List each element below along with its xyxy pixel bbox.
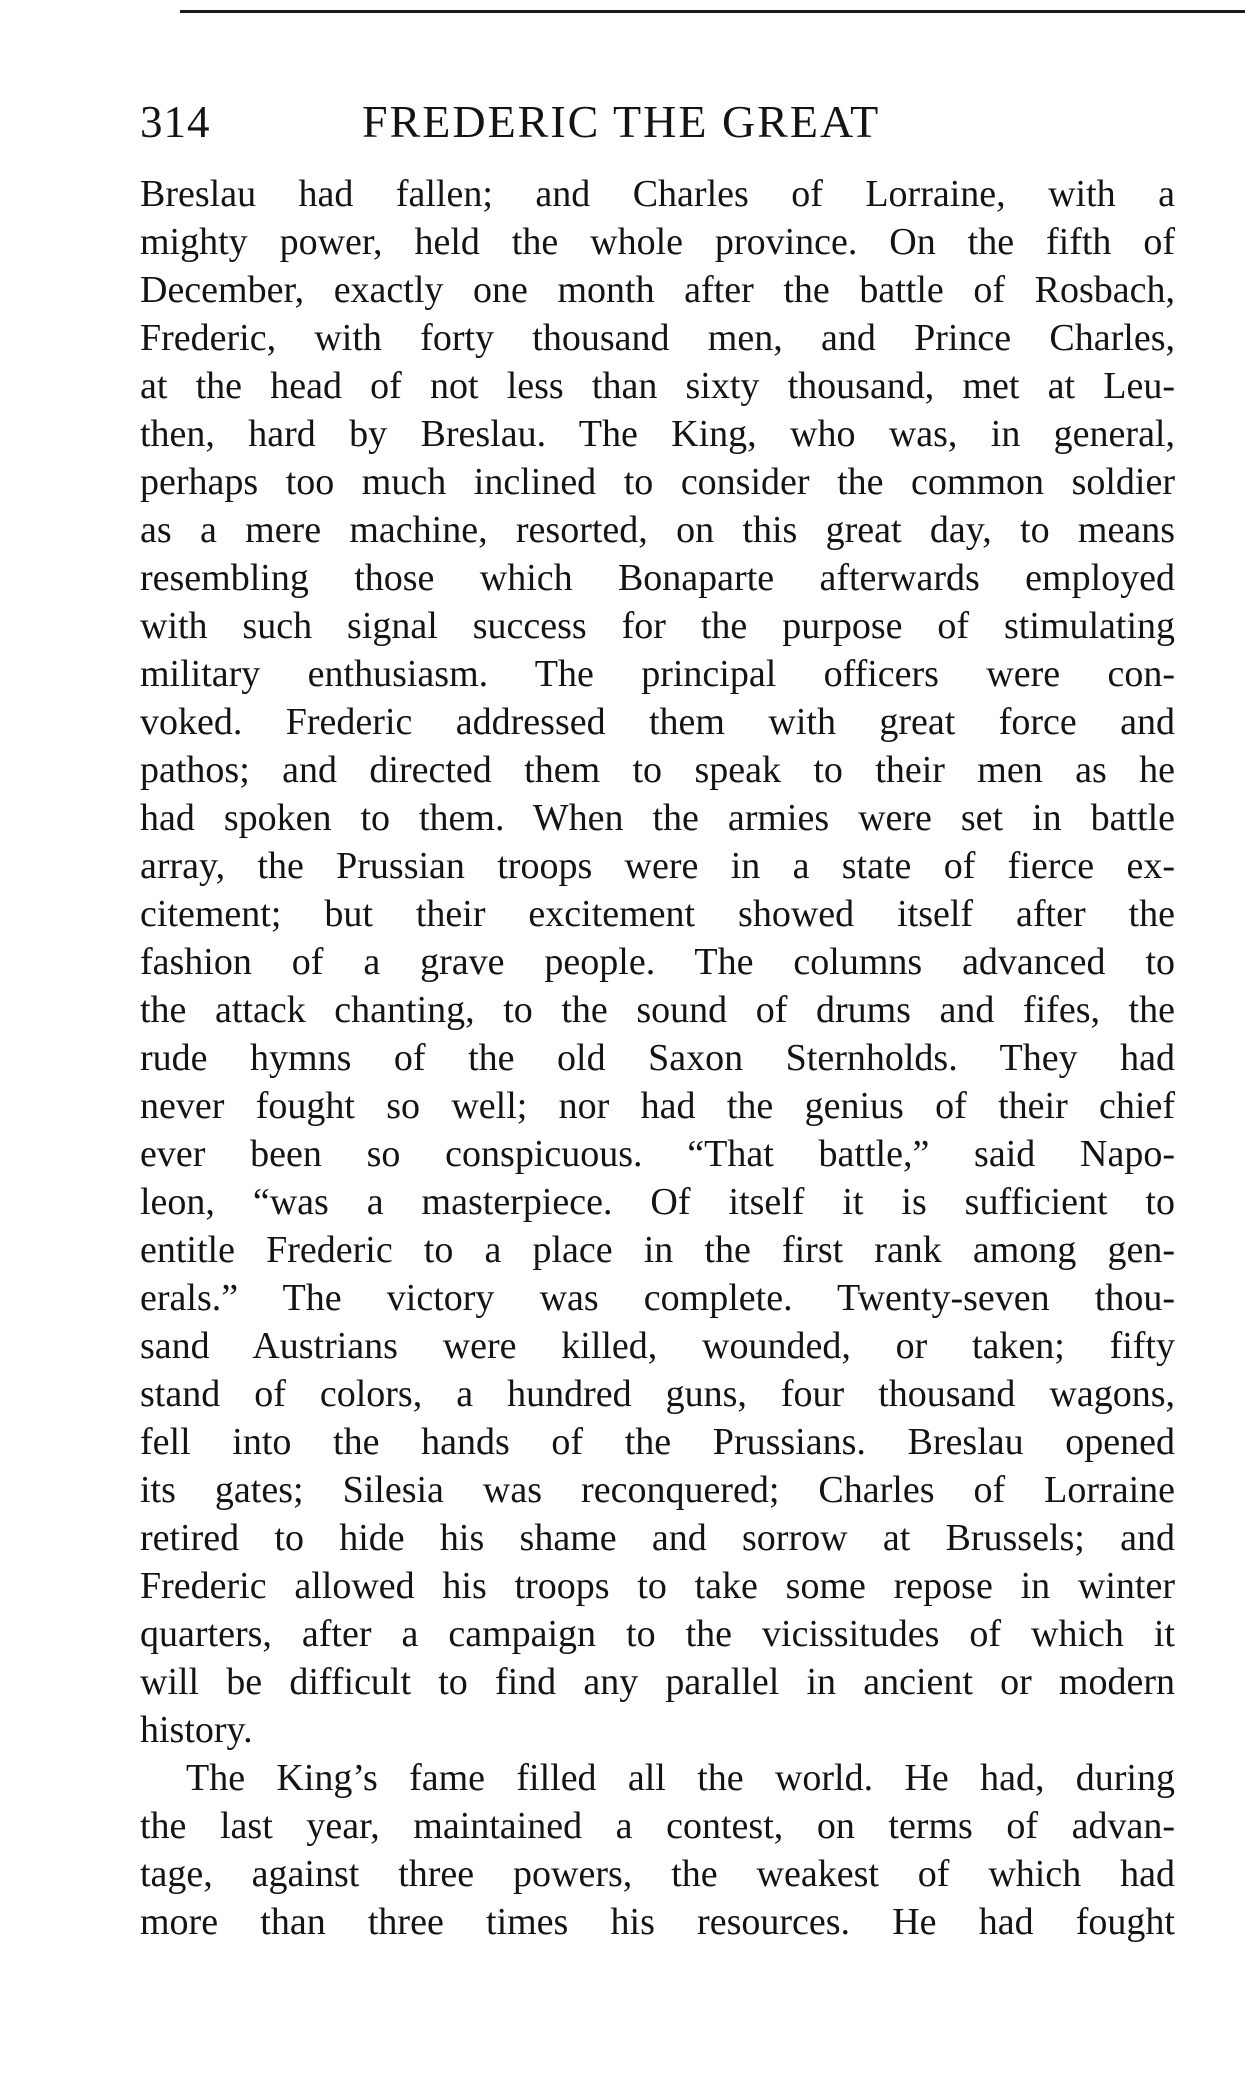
text-line: at the head of not less than sixty thousand, met at Leu- <box>140 365 1175 407</box>
text-line: sand Austrians were killed, wounded, or taken; fifty <box>140 1325 1175 1367</box>
text-line: with such signal success for the purpose of stimulating <box>140 605 1175 647</box>
text-line: stand of colors, a hundred guns, four thousand wagons, <box>140 1373 1175 1415</box>
body-text <box>140 170 1175 1946</box>
text-line: array, the Prussian troops were in a state of fierce ex- <box>140 845 1175 887</box>
text-line: as a mere machine, resorted, on this great day, to means <box>140 509 1175 551</box>
text-line: mighty power, held the whole province. On the fifth of <box>140 221 1175 263</box>
text-line: will be difficult to find any parallel in ancient or modern <box>140 1661 1175 1703</box>
text-line: more than three times his resources. He had fought <box>140 1901 1175 1943</box>
text-line: history. <box>140 1709 253 1751</box>
paragraph-1 <box>140 170 1175 1754</box>
running-title: FREDERIC THE GREAT <box>362 96 881 147</box>
text-line: retired to hide his shame and sorrow at Brussels; and <box>140 1517 1175 1559</box>
top-rule <box>180 10 1245 13</box>
text-line: citement; but their excitement showed itself after the <box>140 893 1175 935</box>
text-line: quarters, after a campaign to the vicissitudes of which it <box>140 1613 1175 1655</box>
text-line: voked. Frederic addressed them with great force and <box>140 701 1175 743</box>
text-line: Breslau had fallen; and Charles of Lorraine, with a <box>140 173 1175 215</box>
text-line: The King’s fame filled all the world. He had, during <box>186 1757 1175 1799</box>
text-line: entitle Frederic to a place in the first rank among gen- <box>140 1229 1175 1271</box>
text-line: the last year, maintained a contest, on terms of advan- <box>140 1805 1175 1847</box>
page-header <box>140 92 1175 152</box>
text-line: never fought so well; nor had the genius of their chief <box>140 1085 1175 1127</box>
text-line: ever been so conspicuous. “That battle,” said Napo- <box>140 1133 1175 1175</box>
text-line: then, hard by Breslau. The King, who was, in general, <box>140 413 1175 455</box>
text-line: resembling those which Bonaparte afterwards employed <box>140 557 1175 599</box>
text-line: the attack chanting, to the sound of drums and fifes, the <box>140 989 1175 1031</box>
paragraph-2 <box>140 1754 1175 1946</box>
text-line: leon, “was a masterpiece. Of itself it is sufficient to <box>140 1181 1175 1223</box>
text-line: erals.” The victory was complete. Twenty-seven thou- <box>140 1277 1175 1319</box>
text-line: rude hymns of the old Saxon Sternholds. They had <box>140 1037 1175 1079</box>
text-line: December, exactly one month after the battle of Rosbach, <box>140 269 1175 311</box>
text-line: perhaps too much inclined to consider the common soldier <box>140 461 1175 503</box>
text-line: fashion of a grave people. The columns advanced to <box>140 941 1175 983</box>
text-line: Frederic allowed his troops to take some repose in winter <box>140 1565 1175 1607</box>
text-line: Frederic, with forty thousand men, and Prince Charles, <box>140 317 1175 359</box>
text-line: pathos; and directed them to speak to their men as he <box>140 749 1175 791</box>
text-line: its gates; Silesia was reconquered; Charles of Lorraine <box>140 1469 1175 1511</box>
page-number: 314 <box>140 97 211 147</box>
text-line: fell into the hands of the Prussians. Breslau opened <box>140 1421 1175 1463</box>
text-line: had spoken to them. When the armies were set in battle <box>140 797 1175 839</box>
text-line: military enthusiasm. The principal officers were con- <box>140 653 1175 695</box>
text-line: tage, against three powers, the weakest of which had <box>140 1853 1175 1895</box>
